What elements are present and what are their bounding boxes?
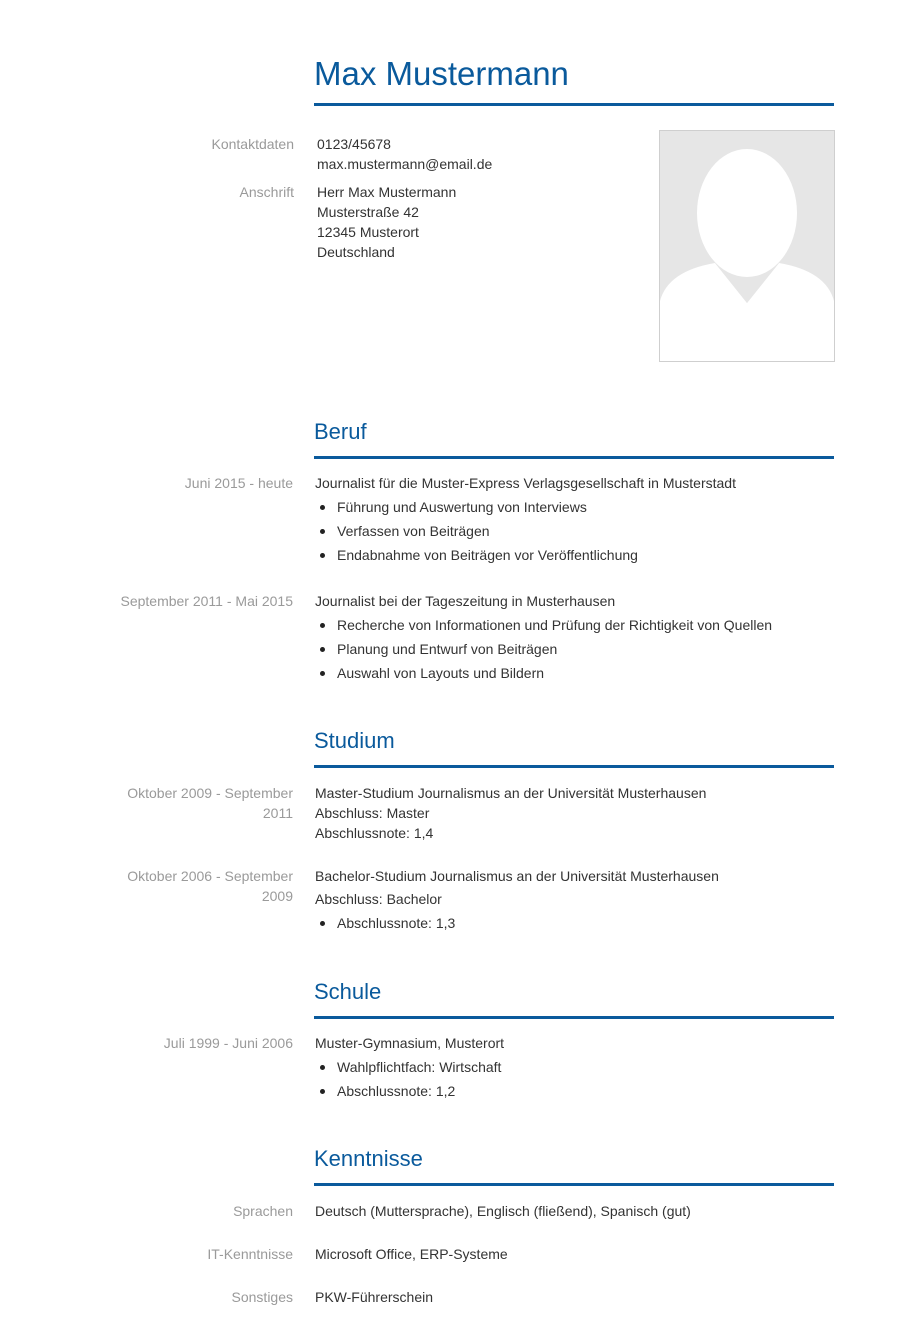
section-title: Beruf (314, 419, 367, 444)
address-line: Herr Max Mustermann (317, 184, 457, 200)
skill-label: Sonstiges (231, 1289, 293, 1305)
skill-value: Microsoft Office, ERP-Systeme (315, 1246, 508, 1262)
date-line: 2011 (262, 805, 293, 821)
study-grade: Abschlussnote: 1,4 (315, 825, 434, 841)
page-title: Max Mustermann (314, 55, 569, 92)
school-entry (315, 1033, 835, 1105)
job-title: Journalist für die Muster-Express Verlagsgesellschaft in Musterstadt (315, 475, 736, 491)
address-line: Musterstraße 42 (317, 204, 419, 220)
job-title: Journalist bei der Tageszeitung in Musterhausen (315, 593, 616, 609)
skill-value: Deutsch (Muttersprache), Englisch (fließend), Spanisch (gut) (315, 1203, 691, 1219)
job-entry (315, 591, 835, 687)
job-tasks (315, 497, 835, 569)
list-item: Verfassen von Beiträgen (315, 521, 835, 545)
date-line: Oktober 2006 - September (127, 868, 293, 884)
address-line: 12345 Musterort (317, 224, 419, 240)
person-silhouette-icon (660, 131, 834, 361)
section-divider (314, 1183, 834, 1186)
section-studium (314, 727, 834, 768)
contact-values (317, 134, 492, 174)
list-item: Endabnahme von Beiträgen vor Veröffentlichung (315, 545, 835, 569)
section-divider (314, 765, 834, 768)
study-title: Master-Studium Journalismus an der Universität Musterhausen (315, 785, 707, 801)
school-date: Juli 1999 - Juni 2006 (163, 1035, 293, 1051)
study-title: Bachelor-Studium Journalismus an der Universität Musterhausen (315, 868, 719, 884)
section-beruf (314, 418, 834, 459)
email-address[interactable]: max.mustermann@email.de (317, 156, 493, 172)
section-divider (314, 456, 834, 459)
address-values (317, 182, 456, 262)
section-schule (314, 978, 834, 1019)
list-item: Wahlpflichtfach: Wirtschaft (315, 1057, 835, 1081)
study-degree: Abschluss: Bachelor (315, 891, 442, 907)
list-item: Auswahl von Layouts und Bildern (315, 663, 835, 687)
section-title: Schule (314, 979, 382, 1004)
skill-label: Sprachen (233, 1203, 293, 1219)
list-item: Planung und Entwurf von Beiträgen (315, 639, 835, 663)
study-entry (315, 783, 835, 843)
section-kenntnisse (314, 1145, 834, 1186)
study-date (100, 866, 293, 906)
section-divider (314, 1016, 834, 1019)
list-item: Führung und Auswertung von Interviews (315, 497, 835, 521)
study-details (315, 913, 835, 937)
study-date (100, 783, 293, 823)
phone-number: 0123/45678 (317, 136, 391, 152)
date-line: 2009 (261, 888, 293, 904)
title-divider (314, 103, 834, 106)
address-label: Anschrift (239, 184, 294, 200)
list-item: Recherche von Informationen und Prüfung der Richtigkeit von Quellen (315, 615, 835, 639)
section-title: Studium (314, 728, 395, 753)
job-date: Juni 2015 - heute (184, 475, 293, 491)
job-date: September 2011 - Mai 2015 (120, 593, 293, 609)
study-degree: Abschluss: Master (315, 805, 430, 821)
profile-photo (659, 130, 835, 362)
section-title: Kenntnisse (314, 1146, 423, 1171)
school-name: Muster-Gymnasium, Musterort (315, 1035, 505, 1051)
list-item: Abschlussnote: 1,3 (315, 913, 835, 937)
skill-label: IT-Kenntnisse (207, 1246, 293, 1262)
date-line: Oktober 2009 - September (127, 785, 293, 801)
school-details (315, 1057, 835, 1105)
skill-value: PKW-Führerschein (315, 1289, 434, 1305)
job-entry (315, 473, 835, 569)
job-tasks (315, 615, 835, 687)
study-entry (315, 866, 835, 937)
list-item: Abschlussnote: 1,2 (315, 1081, 835, 1105)
contact-label: Kontaktdaten (211, 136, 294, 152)
address-line: Deutschland (317, 244, 395, 260)
